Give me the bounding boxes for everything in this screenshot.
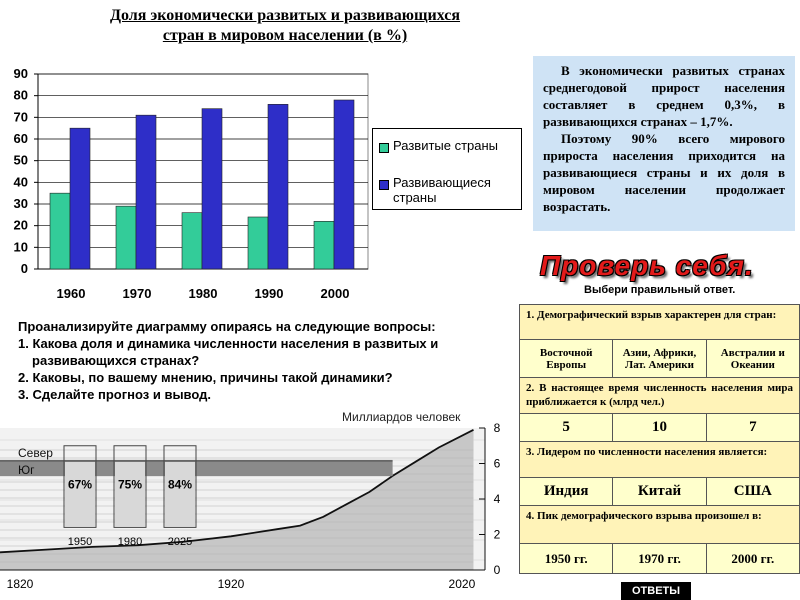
bar-chart-y-tick-label: 20 [13,217,28,233]
legend-swatch-developed [379,143,389,153]
bar-chart-x-tick-label: 2000 [320,286,350,301]
bar-developed [50,193,70,269]
quiz-option-4-b[interactable]: 1970 гг. [613,544,706,574]
bar-chart-title-line1: Доля экономически развитых и развивающихся [109,7,461,24]
bar-developing [136,115,156,269]
bar-chart-x-tick-label: 1970 [122,286,152,301]
share-year: 1950 [67,536,93,549]
share-year: 1980 [117,536,143,549]
bar-chart-y-tick-label: 90 [13,66,28,81]
bar-developed [182,213,202,269]
answers-button[interactable]: ОТВЕТЫ [621,582,691,600]
question-1: 1. Какова доля и динамика численности населения в развитых и [18,336,439,351]
quiz-option-2-b[interactable]: 10 [613,414,706,442]
quiz-option-2-a[interactable]: 5 [519,414,613,442]
quiz-option-3-c[interactable]: США [707,478,800,506]
bar-chart-title-line2: стран в мировом населении (в %) [162,27,408,44]
quiz-option-1-c[interactable]: Австралии и Океании [707,340,800,378]
quiz-options-1 [519,340,800,378]
analysis-questions [18,318,518,403]
share-value: 67% [67,477,93,492]
population-x-tick-label: 2020 [448,577,476,591]
info-paragraph-2: Поэтому 90% всего мирового прироста населения приходится на развивающиеся страны и их доля в мировом населении продолжает возрастать. [543,131,785,214]
share-box-fill [165,462,195,526]
share-value: 75% [117,477,143,492]
quiz-option-4-a[interactable]: 1950 гг. [519,544,613,574]
population-y-tick-label: 8 [493,421,501,435]
bar-chart-y-tick-label: 0 [20,261,28,276]
legend-entry-developed [379,138,498,153]
quiz-option-1-a[interactable]: Восточной Европы [519,340,613,378]
bar-chart-legend [372,128,522,210]
share-box-fill [65,462,95,526]
population-x-tick-label: 1820 [6,577,34,591]
quiz-panel [519,304,800,574]
bar-chart-title [40,6,530,46]
bar-developed [248,217,268,269]
quiz-title: Проверь себя. [540,250,754,281]
population-x-tick-label: 1920 [217,577,245,591]
bar-chart-x-tick-label: 1960 [56,286,86,301]
bar-chart-y-tick-label: 80 [13,87,28,103]
bar-developed [116,206,136,269]
quiz-option-4-c[interactable]: 2000 гг. [707,544,800,574]
population-growth-chart [0,410,515,595]
population-y-tick-label: 0 [493,563,501,577]
quiz-option-3-a[interactable]: Индия [519,478,613,506]
info-box [533,56,795,231]
bar-chart [0,62,370,307]
question-2: 2. Каковы, по вашему мнению, причины такой динамики? [18,370,393,385]
bar-chart-y-tick-label: 10 [13,239,28,255]
bar-developing [268,104,288,269]
legend-label-developing: Развивающиеся страны [393,175,491,205]
question-1-continued: развивающихся странах? [32,353,200,368]
quiz-options-2 [519,414,800,442]
bar-chart-y-tick-label: 50 [13,152,28,168]
bar-chart-y-tick-label: 60 [13,131,28,146]
quiz-question-2: 2. В настоящее время численность населения мира приближается к (млрд чел.) [519,378,800,414]
bar-developed [314,221,334,269]
quiz-options-4 [519,544,800,574]
legend-entry-developing [379,175,515,205]
info-paragraph-1: В экономически развитых странах среднегодовой прирост населения составляет в среднем 0,3%, в развивающихся странах – 1,7%. [543,63,785,129]
bar-developing [334,100,354,269]
questions-intro: Проанализируйте диаграмму опираясь на следующие вопросы: [18,319,436,334]
population-y-tick-label: 6 [493,456,501,471]
region-label-north: Север [18,445,53,460]
quiz-question-1: 1. Демографический взрыв характерен для стран: [519,304,800,340]
bar-developing [202,109,222,269]
legend-swatch-developing [379,180,389,190]
share-value: 84% [167,477,193,492]
population-axis-label: Миллиардов человек [342,410,461,424]
quiz-option-3-b[interactable]: Китай [613,478,706,506]
bar-chart-y-tick-label: 30 [13,196,28,211]
population-y-tick-label: 2 [493,527,501,542]
population-y-tick-label: 4 [493,492,501,506]
quiz-option-2-c[interactable]: 7 [707,414,800,442]
legend-label-developed: Развитые страны [393,138,499,153]
quiz-subtitle: Выбери правильный ответ. [584,284,736,296]
bar-chart-y-tick-label: 70 [13,109,28,125]
bar-developing [70,128,90,269]
bar-chart-x-tick-label: 1980 [188,286,218,301]
quiz-option-1-b[interactable]: Азии, Африки, Лат. Америки [613,340,706,378]
bar-chart-x-tick-label: 1990 [254,286,284,301]
share-year: 2025 [167,536,193,549]
share-box-fill [115,462,145,526]
bar-chart-y-tick-label: 40 [13,174,28,190]
question-3: 3. Сделайте прогноз и вывод. [18,387,212,402]
quiz-question-4: 4. Пик демографического взрыва произошел в: [519,506,800,544]
quiz-question-3: 3. Лидером по численности населения является: [519,442,800,478]
quiz-options-3 [519,478,800,506]
region-label-south: Юг [18,462,35,477]
